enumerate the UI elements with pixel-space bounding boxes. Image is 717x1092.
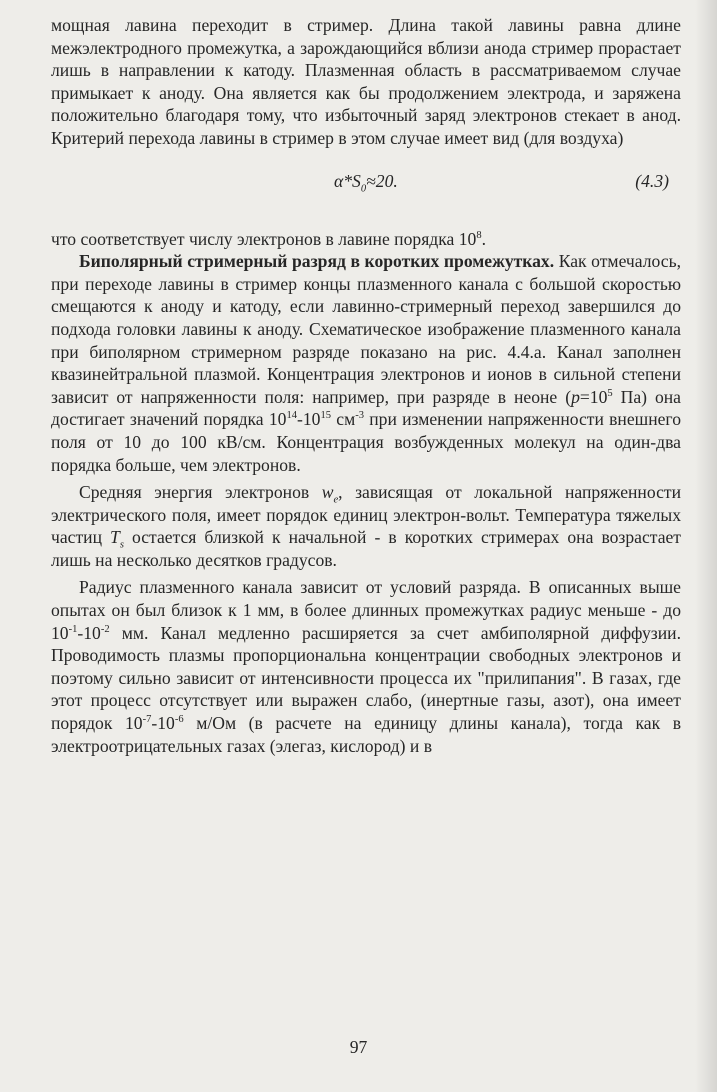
equation-formula (334, 170, 398, 193)
variable-p: p (571, 386, 580, 407)
paragraph-3 (51, 250, 681, 476)
equation-4-3 (51, 150, 681, 228)
paragraph-5-text-1: Радиус плазменного канала зависит от условий разряда. В описанных выше опытах он был близок к 1 мм, в более длинных промежутках радиус меньше - до 10 (51, 577, 681, 643)
paragraph-4-text-1: Средняя энергия электронов (79, 482, 322, 503)
paragraph-1-text: мощная лавина переходит в стример. Длина такой лавины равна длине межэлектродного промежутка, а зарождающийся вблизи анода стример прорастает лишь в направлении к катоду. Плазменная область в рассматриваемом случае примыкает к аноду. Она является как бы продолжением электрода, и заряжена положительно благодаря тому, что избыточный заряд электронов стекает в анод. Критерий перехода лавины в стример в этом случае имеет вид (для воздуха) (51, 15, 681, 148)
superscript: 14 (286, 410, 298, 422)
paragraph-2-end: . (481, 228, 487, 249)
paragraph-5-text-2: -10 (77, 622, 101, 643)
superscript: -6 (174, 714, 184, 726)
subscript: s (119, 539, 124, 551)
paragraph-5-text-3: мм. Канал медленно расширяется за счет амбиполярной диффузии. Проводимость плазмы пропорциональна концентрации свободных электронов и поэтому сильно зависит от интенсивности процесса их "прилипания". В газах, где этот процесс отсутствует или выражен слабо, (инертные газы, азот), она имеет порядок 10 (51, 622, 681, 734)
superscript: -1 (68, 623, 78, 635)
paragraph-5 (51, 576, 681, 757)
superscript: 8 (476, 229, 482, 241)
paragraph-3-text-4: см (331, 409, 356, 430)
variable-w: w (321, 482, 334, 503)
pressure-value: =10 (579, 386, 608, 407)
page-number: 97 (349, 1037, 368, 1057)
formula-alpha-s: α*S (334, 170, 361, 191)
paragraph-3-text-3: -10 (297, 409, 321, 430)
paragraph-5-text-4: -10 (151, 713, 175, 734)
variable-t: T (110, 527, 120, 548)
paragraph-4-text-3: остается близкой к начальной - в коротких стримерах она возрастает лишь на несколько десятков градусов. (51, 527, 681, 570)
paragraph-4 (51, 481, 681, 571)
paragraph-2 (51, 228, 681, 251)
paragraph-4-text-2: , зависящая от локальной напряженности электрического поля, имеет порядок единиц электрон-вольт. Температура тяжелых частиц (51, 482, 681, 548)
superscript: -3 (355, 410, 364, 422)
superscript: 15 (320, 410, 332, 422)
section-heading: Биполярный стримерный разряд в коротких промежутках. (79, 251, 555, 272)
subscript: e (333, 494, 339, 506)
formula-subscript: 0 (360, 183, 367, 195)
paragraph-1 (51, 14, 681, 150)
page-text-block (51, 14, 681, 757)
page-gutter-shadow (695, 0, 717, 1092)
superscript: 5 (607, 387, 613, 399)
superscript: -2 (100, 623, 110, 635)
paragraph-3-text-1: Как отмечалось, при переходе лавины в стример концы плазменного канала с большой скоростью смещаются к аноду и катоду, если лавинно-стримерный переход завершился до подхода головки лавины к аноду. Схематическое изображение плазменного канала при биполярном стримерном разряде показано на рис. 4.4.а. Канал заполнен квазинейтральной плазмой. Концентрация электронов и ионов в сильной степени зависит от напряженности поля: например, при разряде в неоне ( (51, 251, 681, 407)
formula-rest: ≈20. (366, 170, 398, 191)
superscript: -7 (142, 714, 152, 726)
paragraph-3-text-2: Па) она достигает значений порядка 10 (51, 386, 681, 430)
paragraph-5-text-5: м/Ом (в расчете на единицу длины канала), тогда как в электроотрицательных газах (элегаз, кислород) и в (51, 713, 682, 756)
paragraph-3-text-5: при изменении напряженности внешнего поля от 10 до 100 кВ/см. Концентрация возбужденных молекул на один-два порядка больше, чем электронов. (51, 409, 682, 475)
paragraph-2-text: что соответствует числу электронов в лавине порядка 10 (51, 228, 477, 249)
equation-number: (4.3) (635, 170, 669, 191)
